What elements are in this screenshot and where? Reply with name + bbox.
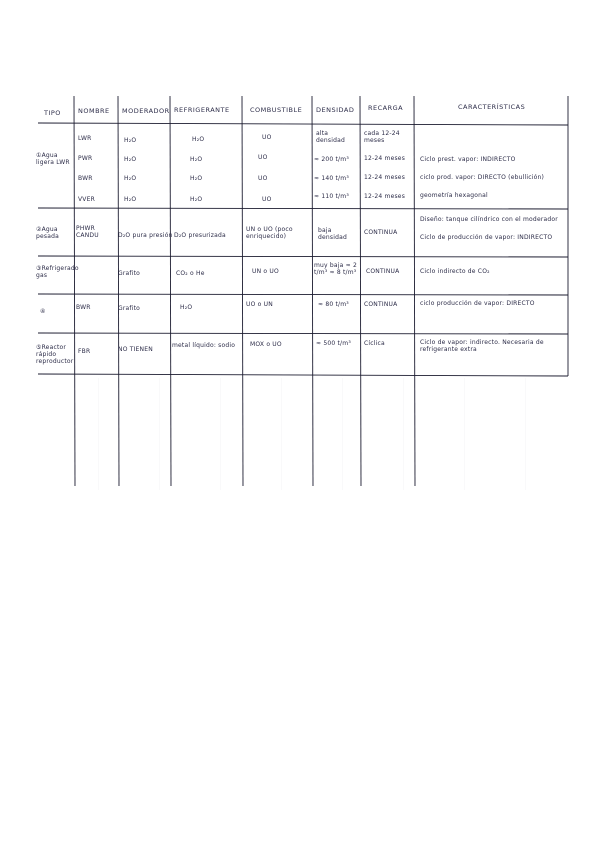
combustible-cell: UO bbox=[258, 154, 268, 161]
caracteristicas-cell: Ciclo prest. vapor: INDIRECTO bbox=[420, 156, 516, 163]
densidad-cell: ≈ 140 t/m³ bbox=[314, 175, 349, 182]
combustible-cell: UO bbox=[262, 196, 272, 203]
recarga-cell: 12-24 meses bbox=[364, 155, 406, 162]
faded-lower-area bbox=[38, 378, 568, 490]
moderador-cell: H₂O bbox=[124, 137, 137, 144]
caracteristicas-cell: Diseño: tanque cilíndrico con el moderador bbox=[420, 216, 558, 223]
caracteristicas-cell: ciclo prod. vapor: DIRECTO (ebullición) bbox=[420, 174, 545, 181]
nombre-cell: VVER bbox=[78, 196, 95, 203]
header-recarga: RECARGA bbox=[368, 104, 404, 112]
combustible-cell: UO bbox=[262, 134, 272, 141]
header-densidad: DENSIDAD bbox=[316, 106, 355, 114]
header-nombre: NOMBRE bbox=[78, 107, 110, 115]
moderador-cell: D₂O pura presión bbox=[118, 232, 173, 239]
densidad-cell: baja densidad bbox=[318, 227, 347, 241]
densidad-cell: ≈ 110 t/m³ bbox=[314, 193, 349, 200]
caracteristicas-cell: geometría hexagonal bbox=[420, 192, 488, 199]
nombre-cell: BWR bbox=[76, 304, 91, 311]
refrigerante-cell: H₂O bbox=[180, 304, 193, 311]
recarga-cell: CONTINUA bbox=[364, 301, 398, 308]
refrigerante-cell: D₂O presurizada bbox=[174, 232, 226, 239]
moderador-cell: Grafito bbox=[118, 270, 140, 277]
refrigerante-cell: metal líquido: sodio bbox=[172, 342, 236, 349]
moderador-cell: H₂O bbox=[124, 196, 137, 203]
caracteristicas-cell: Ciclo de producción de vapor: INDIRECTO bbox=[420, 234, 553, 241]
header-refrigerante: REFRIGERANTE bbox=[174, 106, 230, 114]
moderador-cell: H₂O bbox=[124, 156, 137, 163]
tipo-gas: ③Refrigerado gas bbox=[36, 265, 79, 279]
header-tipo: TIPO bbox=[44, 109, 61, 117]
moderador-cell: H₂O bbox=[124, 175, 137, 182]
refrigerante-cell: H₂O bbox=[190, 156, 203, 163]
tipo-agua-pesada: ②Agua pesada bbox=[36, 226, 59, 240]
densidad-cell: ≈ 200 t/m³ bbox=[314, 156, 349, 163]
refrigerante-cell: H₂O bbox=[190, 175, 203, 182]
header-caracteristicas: CARACTERÍSTICAS bbox=[458, 103, 526, 111]
refrigerante-cell: H₂O bbox=[192, 136, 205, 143]
combustible-cell: MOX o UO bbox=[250, 341, 282, 348]
recarga-cell: 12-24 meses bbox=[364, 174, 406, 181]
combustible-cell: UN o UO bbox=[252, 268, 279, 275]
tipo-agua-ligera: ①Agua ligera LWR bbox=[36, 152, 70, 166]
densidad-cell: alta densidad bbox=[316, 130, 345, 144]
tipo-rapido: ⑤Reactor rápido reproductor bbox=[36, 344, 74, 365]
nombre-cell: BWR bbox=[78, 175, 93, 182]
nombre-cell: LWR bbox=[78, 135, 92, 142]
caracteristicas-cell: ciclo producción de vapor: DIRECTO bbox=[420, 300, 535, 307]
densidad-cell: muy baja ≈ 2 t/m³ ≈ 8 t/m³ bbox=[314, 262, 357, 276]
densidad-cell: ≈ 500 t/m³ bbox=[316, 340, 351, 347]
moderador-cell: Grafito bbox=[118, 305, 140, 312]
recarga-cell: CONTINUA bbox=[366, 268, 400, 275]
moderador-cell: NO TIENEN bbox=[118, 346, 153, 353]
combustible-cell: UN o UO (poco enriquecido) bbox=[246, 226, 293, 240]
densidad-cell: ≈ 80 t/m³ bbox=[318, 301, 349, 308]
header-combustible: COMBUSTIBLE bbox=[250, 106, 303, 114]
nombre-cell: FBR bbox=[78, 348, 91, 355]
header-moderador: MODERADOR bbox=[122, 107, 170, 115]
refrigerante-cell: H₂O bbox=[190, 196, 203, 203]
nombre-cell: PWR bbox=[78, 155, 93, 162]
recarga-cell: Cíclica bbox=[364, 340, 385, 347]
refrigerante-cell: CO₂ o He bbox=[176, 270, 205, 277]
recarga-cell: cada 12-24 meses bbox=[364, 130, 400, 144]
caracteristicas-cell: Ciclo indirecto de CO₂ bbox=[420, 268, 490, 275]
combustible-cell: UO o UN bbox=[246, 301, 273, 308]
tipo-4: ④ bbox=[40, 308, 46, 315]
nombre-cell: PHWR CANDU bbox=[76, 225, 99, 239]
caracteristicas-cell: Ciclo de vapor: indirecto. Necesaria de refrigerante extra bbox=[420, 339, 544, 353]
recarga-cell: 12-24 meses bbox=[364, 193, 406, 200]
combustible-cell: UO bbox=[258, 175, 268, 182]
recarga-cell: CONTINUA bbox=[364, 229, 398, 236]
